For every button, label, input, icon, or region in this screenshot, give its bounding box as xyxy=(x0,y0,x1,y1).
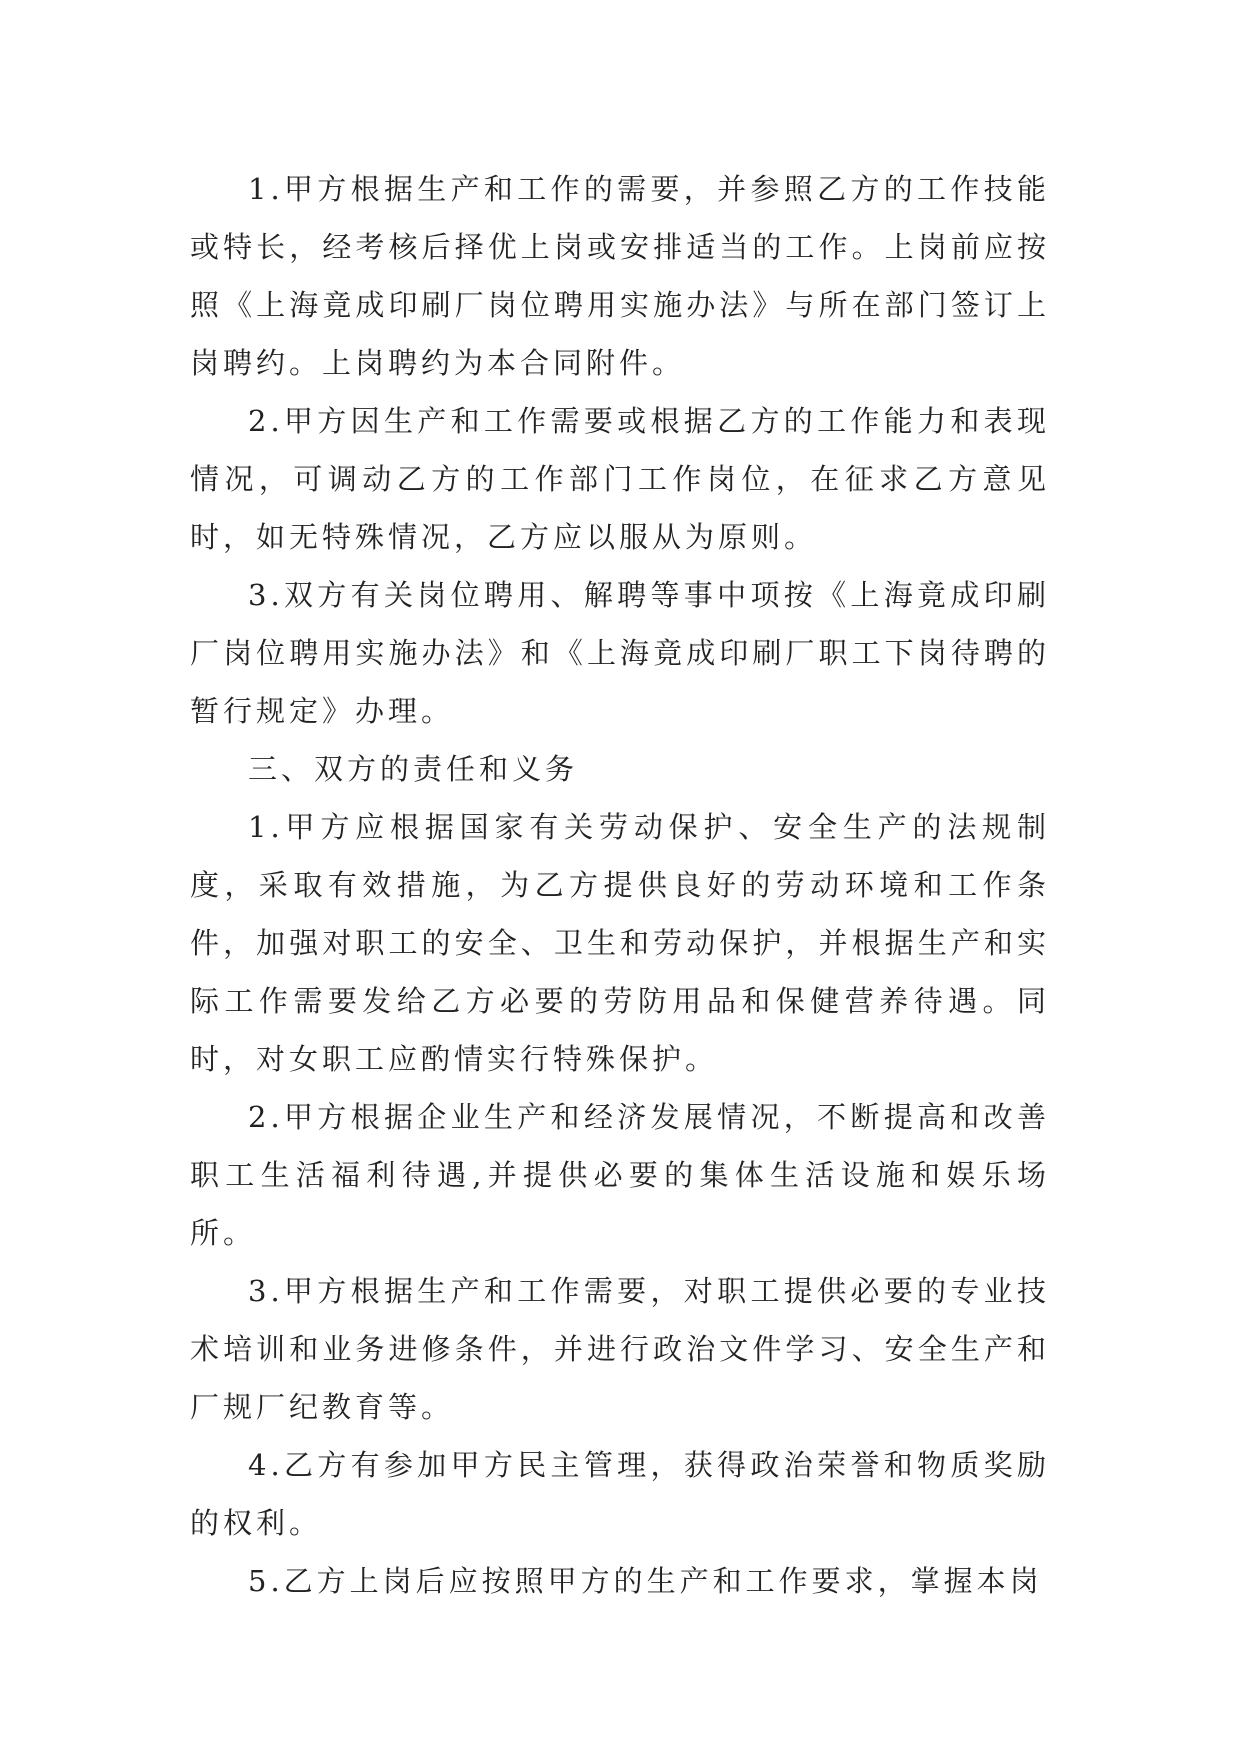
paragraph-5: 2.甲方根据企业生产和经济发展情况，不断提高和改善职工生活福利待遇,并提供必要的集体生活设施和娱乐场所。 xyxy=(190,1100,1050,1250)
paragraph-1: 1.甲方根据生产和工作的需要，并参照乙方的工作技能或特长，经考核后择优上岗或安排适当的工作。上岗前应按照《上海竟成印刷厂岗位聘用实施办法》与所在部门签订上岗聘约。上岗聘约为本合同附件。 xyxy=(190,172,1050,380)
paragraph-6: 3.甲方根据生产和工作需要，对职工提供必要的专业技术培训和业务进修条件，并进行政治文件学习、安全生产和厂规厂纪教育等。 xyxy=(190,1274,1050,1424)
document-body xyxy=(190,160,1050,1610)
paragraph-7: 4.乙方有参加甲方民主管理，获得政治荣誉和物质奖励的权利。 xyxy=(190,1448,1050,1540)
paragraph-3: 3.双方有关岗位聘用、解聘等事中项按《上海竟成印刷厂岗位聘用实施办法》和《上海竟成印刷厂职工下岗待聘的暂行规定》办理。 xyxy=(190,578,1050,728)
paragraph-4: 1.甲方应根据国家有关劳动保护、安全生产的法规制度，采取有效措施，为乙方提供良好的劳动环境和工作条件，加强对职工的安全、卫生和劳动保护，并根据生产和实际工作需要发给乙方必要的劳防用品和保健营养待遇。同时，对女职工应酌情实行特殊保护。 xyxy=(190,810,1050,1076)
paragraph-8: 5.乙方上岗后应按照甲方的生产和工作要求，掌握本岗 xyxy=(248,1564,1043,1598)
section-heading: 三、双方的责任和义务 xyxy=(248,752,579,786)
paragraph-2: 2.甲方因生产和工作需要或根据乙方的工作能力和表现情况，可调动乙方的工作部门工作岗位，在征求乙方意见时，如无特殊情况，乙方应以服从为原则。 xyxy=(190,404,1050,554)
